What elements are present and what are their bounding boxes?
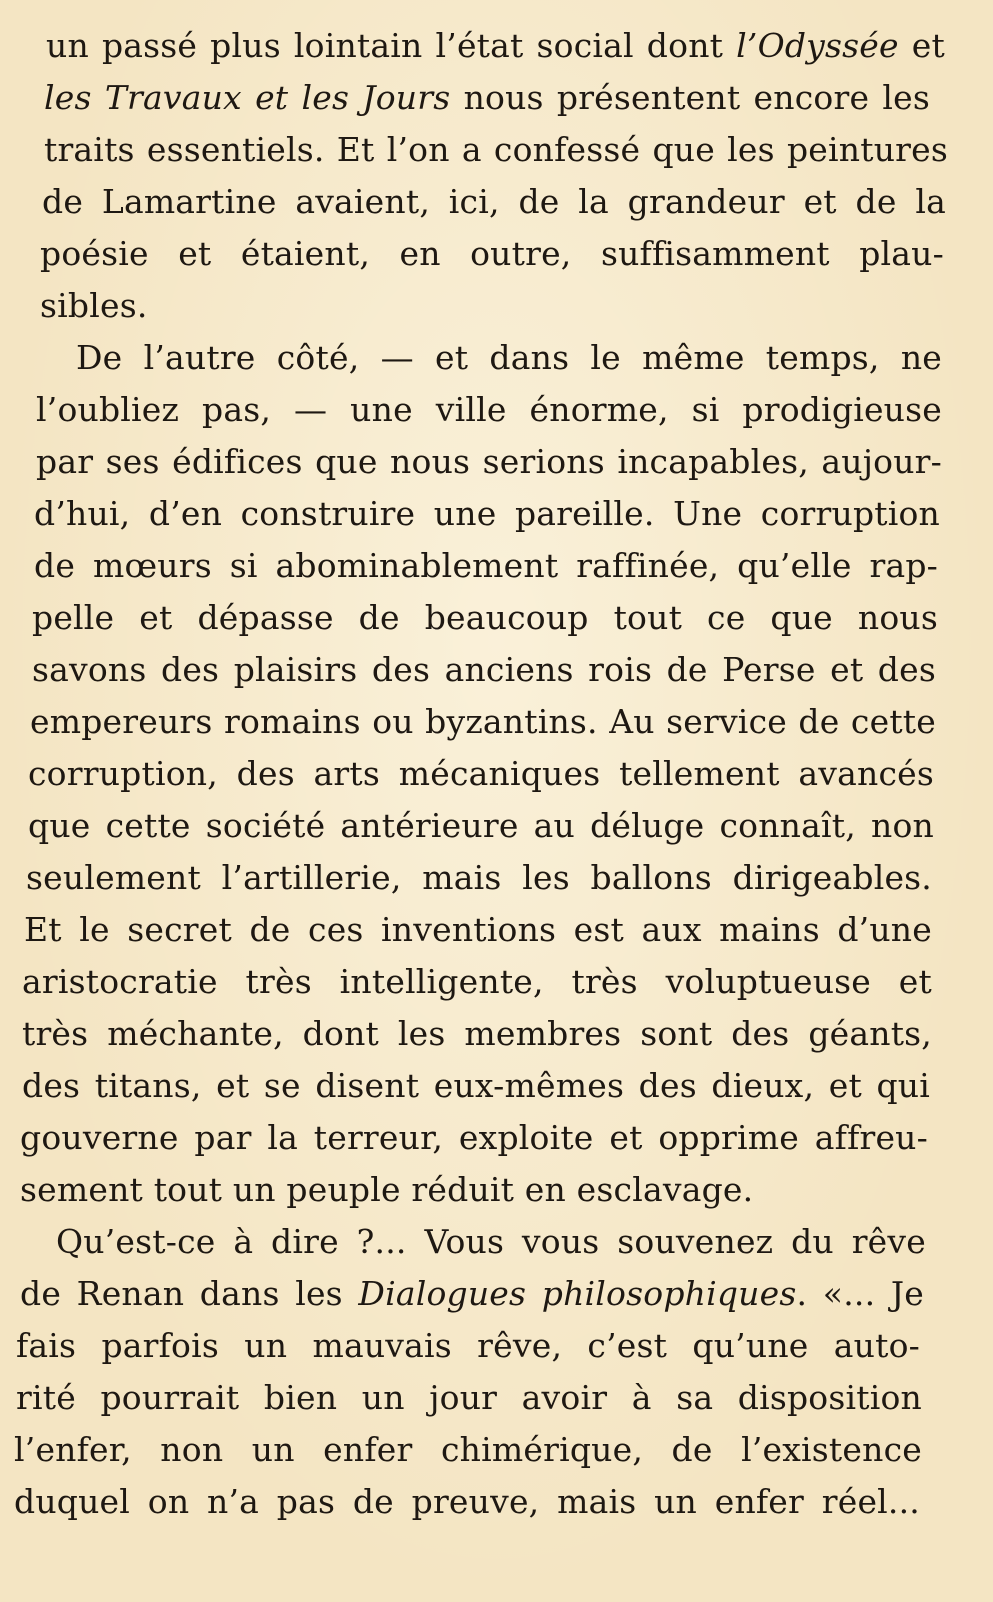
text-line bbox=[24, 904, 932, 956]
text-run: duquel on n’a pas de preuve, mais un enfer réel... bbox=[14, 1482, 920, 1521]
text-run: un passé plus lointain l’état social dont bbox=[46, 26, 737, 65]
text-run: empereurs romains ou byzantins. Au service de cette bbox=[30, 702, 936, 741]
text-run: sement tout un peuple réduit en esclavage. bbox=[20, 1170, 754, 1209]
text-line bbox=[40, 280, 148, 332]
text-line bbox=[36, 436, 942, 488]
text-line bbox=[20, 1112, 928, 1164]
text-line bbox=[32, 592, 938, 644]
text-run: traits essentiels. Et l’on a confessé que les peintures bbox=[44, 130, 948, 169]
text-run: par ses édifices que nous serions incapables, aujour- bbox=[36, 442, 942, 481]
text-line bbox=[46, 20, 945, 72]
text-run: nous présentent encore les bbox=[450, 78, 930, 117]
text-line bbox=[36, 384, 942, 436]
text-run: corruption, des arts mécaniques tellement avancés bbox=[28, 754, 934, 793]
text-run: rité pourrait bien un jour avoir à sa disposition bbox=[16, 1378, 922, 1417]
text-run: . «... Je bbox=[796, 1274, 925, 1313]
text-line bbox=[22, 1008, 932, 1060]
text-run: l’oubliez pas, — une ville énorme, si prodigieuse bbox=[36, 390, 942, 429]
text-run: fais parfois un mauvais rêve, c’est qu’une auto- bbox=[16, 1326, 920, 1365]
text-line bbox=[40, 228, 944, 280]
italic-title: l’Odyssée bbox=[736, 26, 899, 65]
text-line bbox=[76, 332, 942, 384]
text-line bbox=[56, 1216, 926, 1268]
text-run: De l’autre côté, — et dans le même temps, ne bbox=[76, 338, 942, 377]
text-run: Qu’est-ce à dire ?... Vous vous souvenez du rêve bbox=[56, 1222, 926, 1261]
text-run: très méchante, dont les membres sont des géants, bbox=[22, 1014, 932, 1053]
text-line bbox=[14, 1476, 920, 1528]
text-line bbox=[44, 124, 948, 176]
text-run: et bbox=[898, 26, 945, 65]
text-run: de mœurs si abominablement raffinée, qu’elle rap- bbox=[34, 546, 938, 585]
text-line bbox=[16, 1320, 920, 1372]
text-line bbox=[22, 1060, 930, 1112]
text-line bbox=[20, 1268, 924, 1320]
text-run: poésie et étaient, en outre, suffisamment plau- bbox=[40, 234, 944, 273]
text-line bbox=[32, 644, 936, 696]
text-line bbox=[28, 800, 934, 852]
text-run: des titans, et se disent eux-mêmes des dieux, et qui bbox=[22, 1066, 930, 1105]
text-line bbox=[44, 72, 930, 124]
text-run: seulement l’artillerie, mais les ballons dirigeables. bbox=[26, 858, 932, 897]
text-run: pelle et dépasse de beaucoup tout ce que nous bbox=[32, 598, 938, 637]
text-line bbox=[42, 176, 946, 228]
text-line bbox=[14, 1424, 922, 1476]
text-run: que cette société antérieure au déluge connaît, non bbox=[28, 806, 934, 845]
text-line bbox=[20, 1164, 810, 1216]
text-run: de Renan dans les bbox=[20, 1274, 359, 1313]
text-line bbox=[16, 1372, 922, 1424]
italic-title: les Travaux et les Jours bbox=[44, 78, 451, 117]
text-run: sibles. bbox=[40, 286, 148, 325]
text-line bbox=[34, 488, 940, 540]
italic-title: Dialogues philosophiques bbox=[358, 1274, 797, 1313]
text-line bbox=[28, 748, 934, 800]
text-line bbox=[30, 696, 936, 748]
text-line bbox=[22, 956, 932, 1008]
text-run: de Lamartine avaient, ici, de la grandeur et de la bbox=[42, 182, 946, 221]
text-run: d’hui, d’en construire une pareille. Une corruption bbox=[34, 494, 940, 533]
text-run: l’enfer, non un enfer chimérique, de l’existence bbox=[14, 1430, 922, 1469]
text-run: aristocratie très intelligente, très voluptueuse et bbox=[22, 962, 932, 1001]
text-run: savons des plaisirs des anciens rois de Perse et des bbox=[32, 650, 936, 689]
text-line bbox=[34, 540, 938, 592]
text-line bbox=[26, 852, 932, 904]
text-run: Et le secret de ces inventions est aux mains d’une bbox=[24, 910, 932, 949]
text-run: gouverne par la terreur, exploite et opprime affreu- bbox=[20, 1118, 928, 1157]
